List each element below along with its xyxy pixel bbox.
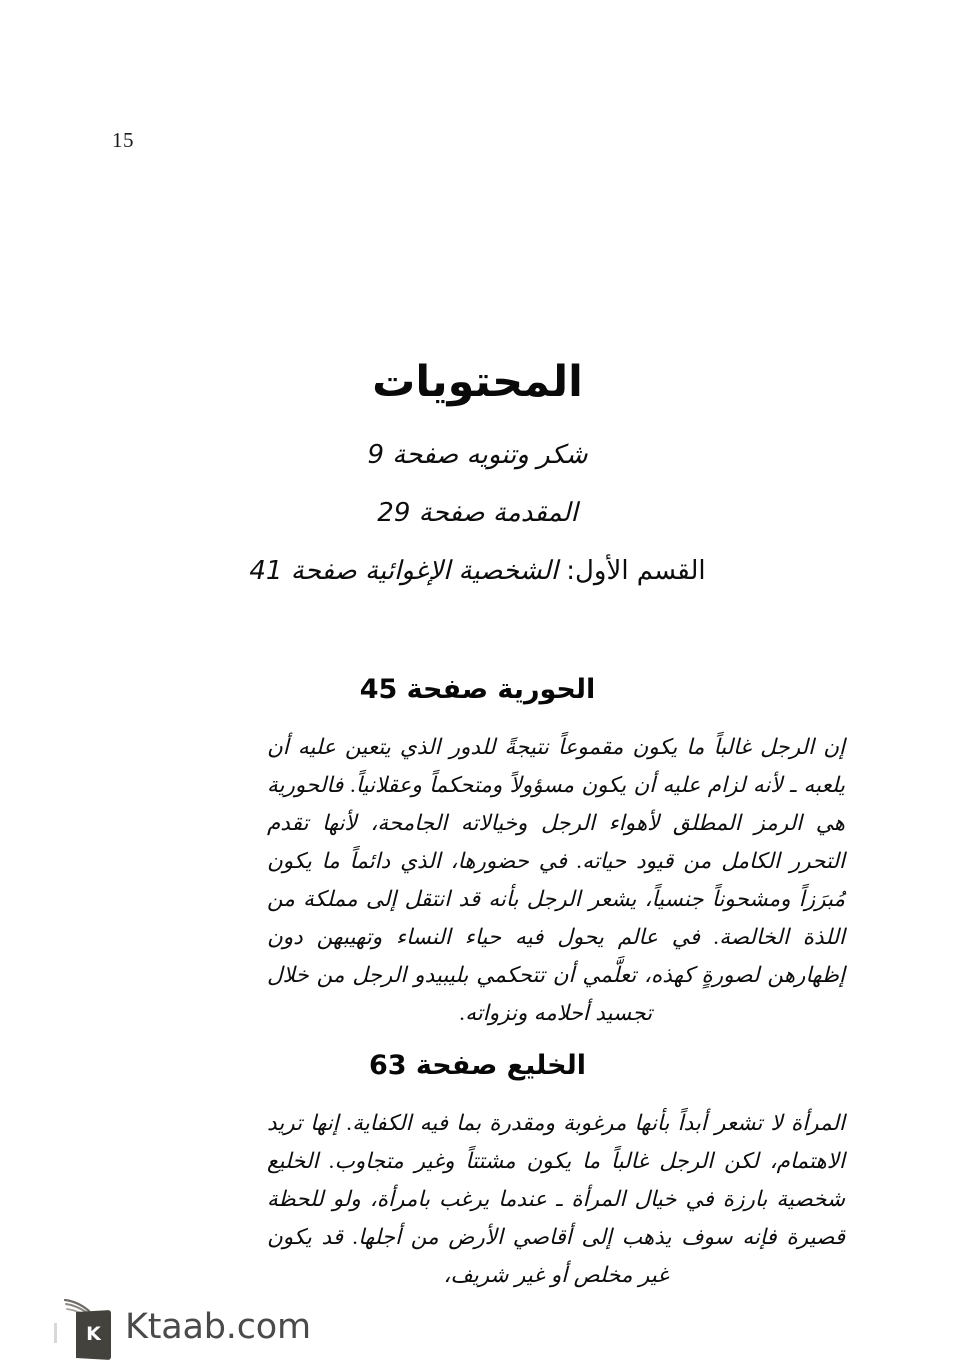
chapter-summary-siren: إن الرجل غالباً ما يكون مقموعاً نتيجةً للدور الذي يتعين عليه أن يلعبه ـ لأنه لزام عليه أن يكون مسؤولاً ومتحكماً وعقلانياً. فالحورية هي الرمز المطلق لأهواء الرجل وخيالاته الجامحة، لأنها تقدم التحرر الكامل من قيود حياته. في حضورها، الذي دائماً ما يكون مُبرَزاً ومشحوناً جنسياً، يشعر الرجل بأنه قد انتقل إلى مملكة من اللذة الخالصة. في عالم يحول فيه حياء النساء وتهيبهن دون إظهارهن لصورةٍ كهذه، تعلَّمي أن تتحكمي بليبيدو الرجل من خلال تجسيد أحلامه ونزواته.	[267, 734, 845, 1025]
chapter-heading-siren: الحورية صفحة 45	[359, 674, 596, 706]
toc-entry-label: المقدمة صفحة 29	[377, 498, 578, 528]
toc-entry[interactable]	[0, 556, 955, 586]
toc-entry-prefix: القسم الأول:	[566, 556, 706, 586]
page-edge-artifact	[54, 1323, 57, 1343]
chapter-heading-rake: الخليع صفحة 63	[368, 1050, 587, 1082]
table-of-contents	[0, 440, 955, 614]
watermark-brand-text: Ktaab.com	[125, 1306, 311, 1347]
toc-entry[interactable]	[0, 440, 955, 470]
site-watermark[interactable]	[64, 1298, 311, 1360]
toc-entry[interactable]	[0, 498, 955, 528]
chapter-summary-rake: المرأة لا تشعر أبداً بأنها مرغوبة ومقدرة بما فيه الكفاية. إنها تريد الاهتمام، لكن الرجل غالباً ما يكون مشتتاً وغير متجاوب. الخليع شخصية بارزة في خيال المرأة ـ عندما يرغب بامرأة، ولو للحظة قصيرة فإنه سوف يذهب إلى أقاصي الأرض من أجلها. قد يكون غير مخلص أو غير شريف،	[267, 1110, 845, 1287]
logo-letter: K	[86, 1322, 101, 1345]
toc-entry-label: الشخصية الإغوائية صفحة 41	[249, 556, 559, 586]
toc-entry-label: شكر وتنويه صفحة 9	[367, 440, 588, 470]
page-title: المحتويات	[372, 356, 583, 407]
book-icon	[64, 1298, 112, 1360]
page-number: 15	[112, 128, 134, 152]
